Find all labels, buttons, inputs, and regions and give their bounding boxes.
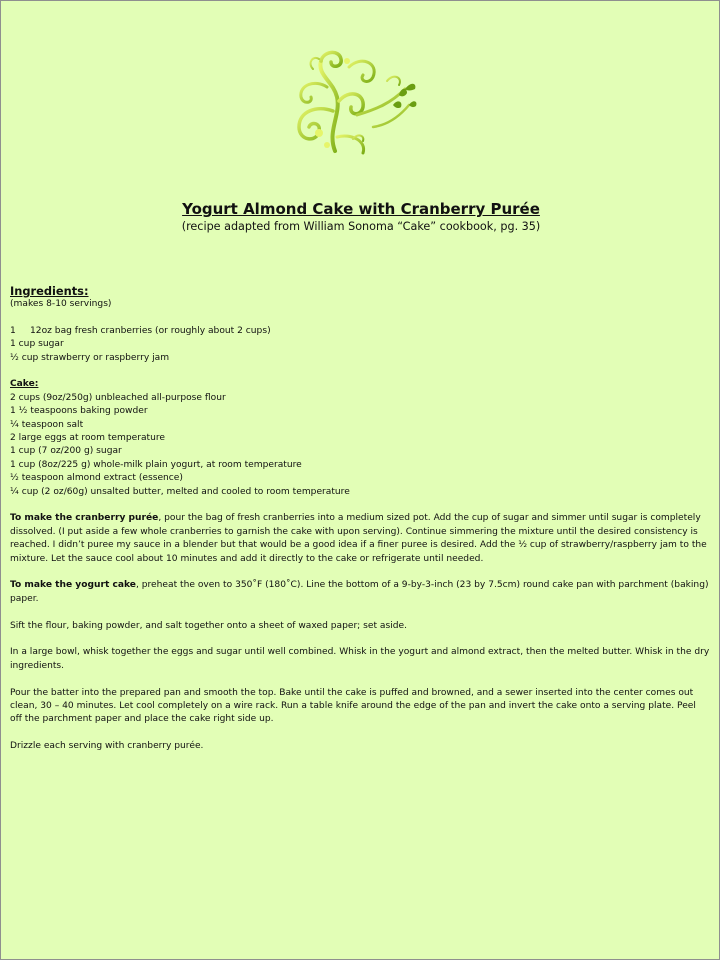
instruction-step: Drizzle each serving with cranberry purée. <box>10 741 204 752</box>
instruction-step: Sift the flour, baking powder, and salt together onto a sheet of waxed paper; set aside. <box>10 620 408 631</box>
instruction-step: In a large bowl, whisk together the eggs and sugar until well combined. Whisk in the yogurt and almond extract, then the melted butter. Whisk in the dry ingredients. <box>10 647 710 671</box>
cake-lead: To make the yogurt cake <box>10 580 136 591</box>
puree-lead: To make the cranberry purée <box>10 513 159 524</box>
recipe-source: (recipe adapted from William Sonoma “Cake” cookbook, pg. 35) <box>181 220 541 233</box>
ingredient-line: 1 cup (7 oz/200 g) sugar <box>10 446 122 457</box>
ingredient-line: 1 ½ teaspoons baking powder <box>10 406 148 417</box>
ingredient-line: 1 cup sugar <box>10 339 64 350</box>
recipe-body <box>10 285 710 754</box>
flourish-swirl-icon <box>287 45 419 157</box>
ingredient-line: ½ cup strawberry or raspberry jam <box>10 352 170 363</box>
ingredients-heading: Ingredients: <box>10 284 89 298</box>
ingredient-line <box>10 325 710 338</box>
cake-subheading: Cake: <box>10 379 39 390</box>
ingredient-line: ¼ cup (2 oz/60g) unsalted butter, melted and cooled to room temperature <box>10 486 350 497</box>
instruction-step: Pour the batter into the prepared pan and smooth the top. Bake until the cake is puffed and browned, and a sewer inserted into the center comes out clean, 30 – 40 minutes. Let cool completely on a wire rack. Run a table knife around the edge of the pan and invert the cake onto a serving plate. Peel off the parchment paper and place the cake right side up. <box>10 687 696 725</box>
ingredient-qty: 1 <box>10 325 16 336</box>
cake-instructions <box>10 579 710 606</box>
cake-text: , preheat the oven to 350˚F (180˚C). Line the bottom of a 9-by-3-inch (23 by 7.5cm) round cake pan with parchment (baking) paper. <box>10 580 709 604</box>
ingredient-line: ½ teaspoon almond extract (essence) <box>10 473 183 484</box>
ingredient-text: 12oz bag fresh cranberries (or roughly about 2 cups) <box>30 325 271 336</box>
ingredient-line: 2 large eggs at room temperature <box>10 433 165 444</box>
servings-note: (makes 8-10 servings) <box>10 299 112 309</box>
recipe-title: Yogurt Almond Cake with Cranberry Purée <box>182 200 540 218</box>
ingredient-line: 1 cup (8oz/225 g) whole-milk plain yogurt, at room temperature <box>10 459 302 470</box>
puree-instructions <box>10 512 710 566</box>
ingredient-line: 2 cups (9oz/250g) unbleached all-purpose flour <box>10 392 226 403</box>
puree-text: , pour the bag of fresh cranberries into a medium sized pot. Add the cup of sugar and simmer until sugar is completely dissolved. (I put aside a few whole cranberries to garnish the cake with upon serving). Continue simmering the mixture until the desired consistency is reached. I didn’t puree my sauce in a blender but that would be a good idea if a finer puree is desired. Add the ½ cup of strawberry/raspberry jam to the mixture. Let the sauce cool about 10 minutes and add it directly to the cake or refrigerate until needed. <box>10 513 707 564</box>
ingredient-line: ¼ teaspoon salt <box>10 419 84 430</box>
